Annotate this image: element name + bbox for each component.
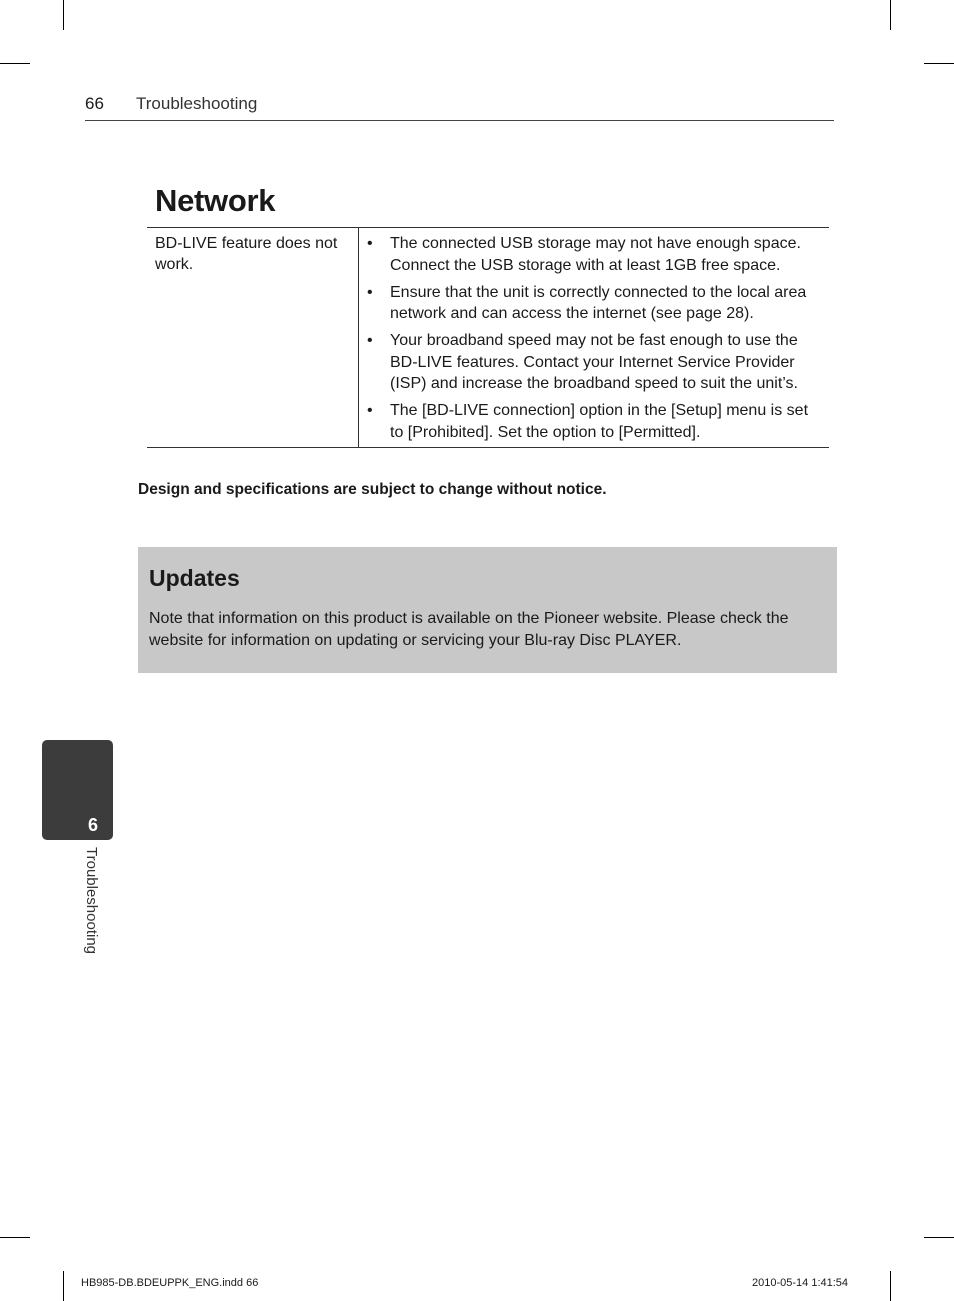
crop-mark bbox=[924, 1237, 954, 1238]
chapter-label: Troubleshooting bbox=[83, 847, 100, 955]
list-item: • Your broadband speed may not be fast enough to use the BD-LIVE features. Contact your Internet Service Provider (ISP) and increase the broadband speed to suit the unit’s. bbox=[367, 332, 798, 392]
chapter-number: 6 bbox=[87, 815, 98, 835]
crop-mark bbox=[63, 1271, 64, 1301]
list-item: • Ensure that the unit is correctly connected to the local area network and can access the internet (see page 28). bbox=[367, 283, 807, 322]
specification-notice: Design and specifications are subject to change without notice. bbox=[138, 481, 607, 498]
page-header bbox=[85, 94, 834, 121]
problem-cell: BD-LIVE feature does not work. bbox=[155, 235, 338, 273]
footer-file: HB985-DB.BDEUPPK_ENG.indd 66 bbox=[81, 1277, 259, 1289]
section-name: Troubleshooting bbox=[136, 94, 258, 113]
list-item: • The [BD-LIVE connection] option in the [Setup] menu is set to [Prohibited]. Set the option to [Permitted]. bbox=[367, 402, 809, 441]
list-item: • The connected USB storage may not have enough space. Connect the USB storage with at least 1GB free space. bbox=[367, 235, 801, 274]
crop-mark bbox=[0, 63, 30, 64]
updates-box bbox=[138, 547, 837, 673]
updates-body: Note that information on this product is available on the Pioneer website. Please check the website for information on updating or servicing your Blu-ray Disc PLAYER. bbox=[149, 610, 789, 649]
updates-title: Updates bbox=[149, 565, 240, 591]
bullet-icon: • bbox=[367, 332, 373, 349]
crop-mark bbox=[0, 1237, 30, 1238]
troubleshooting-table bbox=[147, 227, 829, 448]
crop-mark bbox=[63, 0, 64, 30]
column-divider bbox=[358, 228, 359, 447]
network-title: Network bbox=[155, 183, 276, 218]
bullet-icon: • bbox=[367, 402, 373, 419]
crop-mark bbox=[890, 1271, 891, 1301]
bullet-icon: • bbox=[367, 283, 373, 301]
bullet-icon: • bbox=[367, 235, 373, 252]
footer-timestamp: 2010-05-14 1:41:54 bbox=[752, 1277, 849, 1289]
solutions-list bbox=[363, 233, 823, 449]
page-number: 66 bbox=[85, 94, 104, 113]
chapter-tab bbox=[42, 740, 113, 840]
crop-mark bbox=[890, 0, 891, 30]
crop-mark bbox=[924, 63, 954, 64]
